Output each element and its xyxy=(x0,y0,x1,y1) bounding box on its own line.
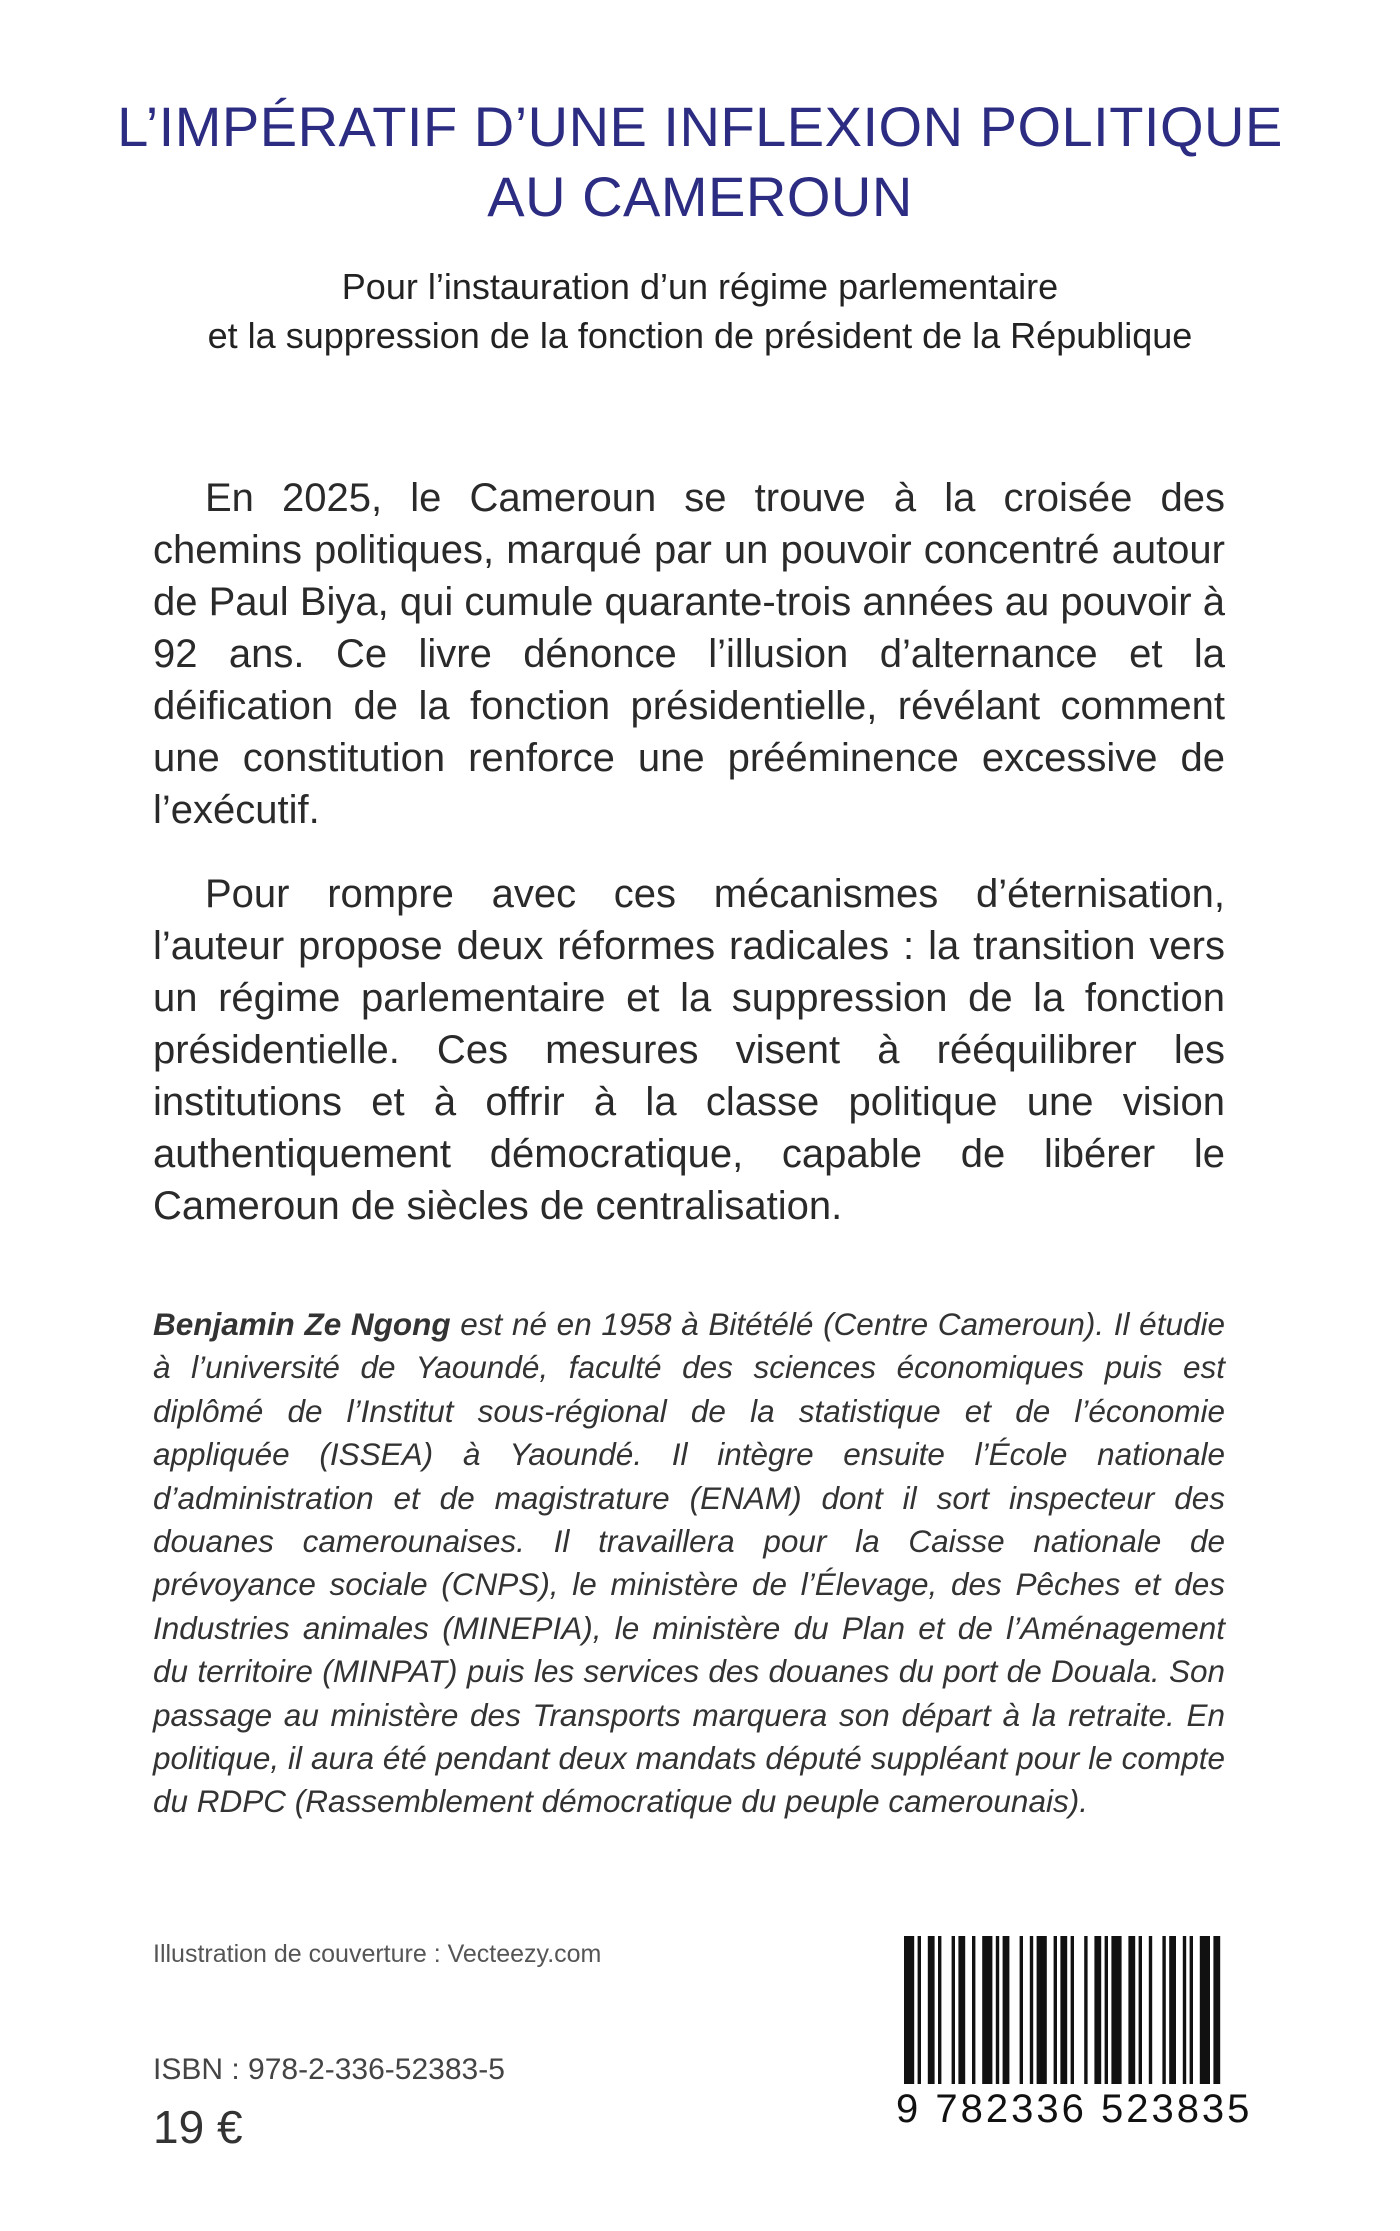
barcode-bar xyxy=(1060,1936,1067,2084)
barcode-bar xyxy=(938,1936,941,2084)
barcode-bar xyxy=(952,1936,955,2084)
book-subtitle xyxy=(0,262,1400,360)
barcode-bar xyxy=(1084,1936,1087,2084)
barcode-bar xyxy=(1162,1936,1165,2084)
barcode-bar xyxy=(1105,1936,1108,2084)
barcode-bar xyxy=(958,1936,965,2084)
barcode-bar xyxy=(904,1936,914,2084)
author-bio-text: est né en 1958 à Bitétélé (Centre Cameroun). Il étudie à l’université de Yaoundé, faculté des sciences économiques puis est diplômé de l’Institut sous-régional de la statistique et de l’économie appliquée (ISSEA) à Yaoundé. Il intègre ensuite l’École nationale d’administration et de magistrature (ENAM) dont il sort inspecteur des douanes camerounaises. Il travaillera pour la Caisse nationale de prévoyance sociale (CNPS), le ministère de l’Élevage, des Pêches et des Industries animales (MINEPIA), le ministère du Plan et de l’Aménagement du territoire (MINPAT) puis les services des douanes du port de Douala. Son passage au ministère des Transports marquera son départ à la retraite. En politique, il aura été pendant deux mandats député suppléant pour le compte du RDPC (Rassemblement démocratique du peuple camerounais). xyxy=(153,1306,1225,1820)
barcode-bar xyxy=(1190,1936,1193,2084)
barcode-bar xyxy=(1183,1936,1186,2084)
book-subtitle-line-2: et la suppression de la fonction de président de la République xyxy=(207,315,1193,356)
barcode-bar xyxy=(928,1936,935,2084)
blurb-paragraph-2: Pour rompre avec ces mécanismes d’éternisation, l’auteur propose deux réformes radicales : la transition vers un régime parlementaire et la suppression de la fonction présidentielle. Ces mesures visent à rééquilibrer les institutions et à offrir à la classe politique une vision authentiquement démocratique, capable de libérer le Cameroun de siècles de centralisation. xyxy=(153,872,1225,1228)
book-title-line-2: AU CAMEROUN xyxy=(487,165,913,228)
barcode-bar xyxy=(1071,1936,1074,2084)
barcode-bar xyxy=(1037,1936,1047,2084)
barcode-bar xyxy=(972,1936,975,2084)
author-name: Benjamin Ze Ngong xyxy=(153,1306,451,1342)
book-blurb xyxy=(153,472,1225,1264)
barcode-bar xyxy=(1139,1936,1142,2084)
barcode-bar xyxy=(1200,1936,1210,2084)
book-subtitle-line-1: Pour l’instauration d’un régime parlementaire xyxy=(341,266,1059,307)
barcode-bar xyxy=(996,1936,999,2084)
isbn: ISBN : 978-2-336-52383-5 xyxy=(153,2053,505,2086)
barcode-bar xyxy=(1149,1936,1152,2084)
barcode xyxy=(896,1932,1253,2142)
barcode-digits: 9 782336 523835 xyxy=(896,2087,1253,2131)
book-title xyxy=(0,92,1400,232)
illustration-credit: Illustration de couverture : Vecteezy.com xyxy=(153,1940,602,1968)
barcode-bar xyxy=(1020,1936,1023,2084)
barcode-bar xyxy=(1213,1936,1220,2084)
author-biography xyxy=(153,1303,1225,1824)
barcode-bar xyxy=(1030,1936,1033,2084)
barcode-bar xyxy=(1111,1936,1121,2084)
barcode-bar xyxy=(1054,1936,1057,2084)
price: 19 € xyxy=(153,2101,243,2153)
book-title-line-1: L’IMPÉRATIF D’UNE INFLEXION POLITIQUE xyxy=(117,95,1283,158)
barcode-bar xyxy=(1169,1936,1176,2084)
barcode-bar xyxy=(1094,1936,1101,2084)
barcode-bar xyxy=(982,1936,992,2084)
barcode-bar xyxy=(918,1936,921,2084)
blurb-paragraph-1: En 2025, le Cameroun se trouve à la croisée des chemins politiques, marqué par un pouvoir concentré autour de Paul Biya, qui cumule quarante-trois années au pouvoir à 92 ans. Ce livre dénonce l’illusion d’alternance et la déification de la fonction présidentielle, révélant comment une constitution renforce une prééminence excessive de l’exécutif. xyxy=(153,476,1225,832)
barcode-bar xyxy=(1003,1936,1010,2084)
barcode-bar xyxy=(1128,1936,1135,2084)
